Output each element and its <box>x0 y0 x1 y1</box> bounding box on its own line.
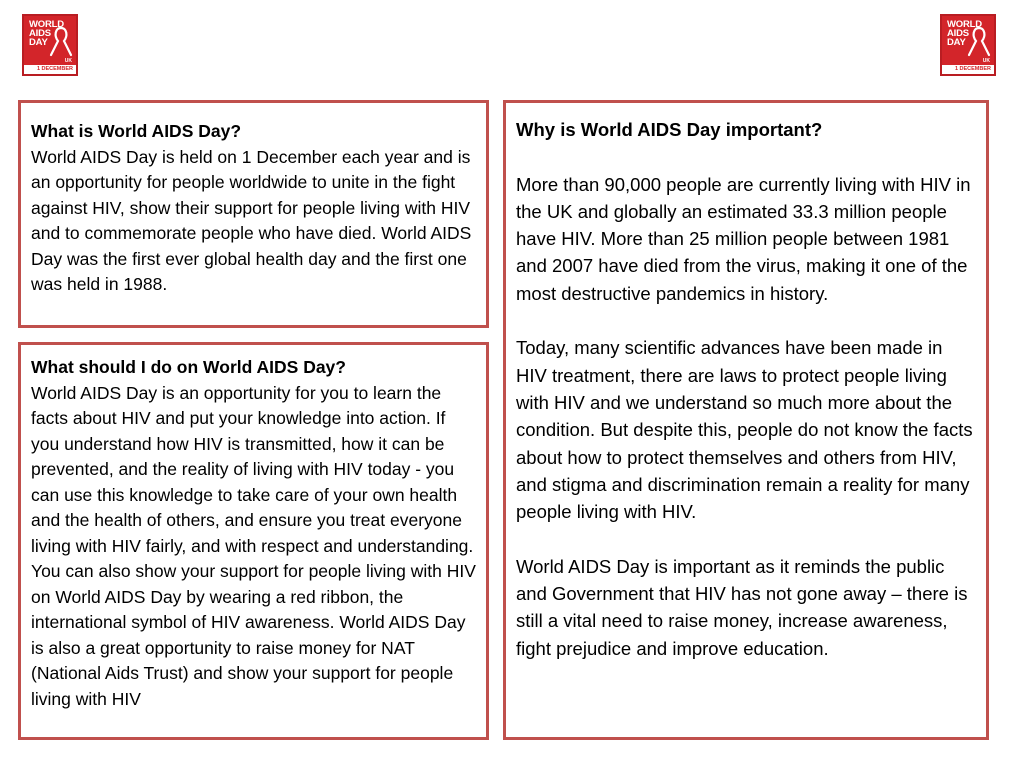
logo-date: 1 DECEMBER <box>942 65 994 74</box>
paragraph-spacer <box>516 525 978 552</box>
why-important-box <box>503 100 989 740</box>
logo-country: UK <box>982 58 990 64</box>
logo-word-aids: AIDS <box>947 28 969 39</box>
why-important-heading: Why is World AIDS Day important? <box>516 119 823 140</box>
what-is-body: World AIDS Day is held on 1 December each year and is an opportunity for people worldwide to unite in the fight against HIV, show their support for people living with HIV and to commemorate people who have died. World AIDS Day was the first ever global health day and the first one was held in 1988. <box>31 146 472 294</box>
what-should-body-1: World AIDS Day is an opportunity for you to learn the facts about HIV and put your knowledge into action. If you understand how HIV is transmitted, how it can be prevented, and the reality of living with HIV today - you can use this knowledge to take care of your own health and the health of others, and ensure you treat everyone living with HIV fairly, and with respect and understanding. <box>31 382 474 556</box>
why-important-para-3: World AIDS Day is important as it reminds the public and Government that HIV has not gone away – there is still a vital need to raise money, increase awareness, fight prejudice and improve education. <box>516 555 968 659</box>
logo-date: 1 DECEMBER <box>24 65 76 74</box>
what-should-box <box>18 342 489 740</box>
logo-country: UK <box>64 58 72 64</box>
what-should-body-2: You can also show your support for people living with HIV on World AIDS Day by wearing a red ribbon, the international symbol of HIV awareness. World AIDS Day is also a great opportunity to raise money for NAT (National Aids Trust) and show your support for people living with HIV <box>31 561 476 709</box>
logo-word-day: DAY <box>947 37 966 48</box>
world-aids-day-logo-right <box>940 14 996 76</box>
what-should-heading: What should I do on World AIDS Day? <box>31 357 346 377</box>
world-aids-day-logo-left <box>22 14 78 76</box>
what-is-box <box>18 100 489 328</box>
logo-word-day: DAY <box>29 37 48 48</box>
logo-word-world: WORLD <box>947 19 982 30</box>
paragraph-spacer <box>516 143 978 170</box>
logo-word-aids: AIDS <box>29 28 51 39</box>
logo-word-world: WORLD <box>29 19 64 30</box>
why-important-para-1: More than 90,000 people are currently living with HIV in the UK and globally an estimated 33.3 million people have HIV. More than 25 million people between 1981 and 2007 have died from the virus, making it one of the most destructive pandemics in history. <box>516 173 971 304</box>
what-is-heading: What is World AIDS Day? <box>31 121 242 141</box>
paragraph-spacer <box>516 307 978 334</box>
why-important-para-2: Today, many scientific advances have been made in HIV treatment, there are laws to protect people living with HIV and we understand so much more about the condition. But despite this, people do not know the facts about how to protect themselves and others from HIV, and stigma and discrimination remain a reality for many people living with HIV. <box>516 337 973 523</box>
